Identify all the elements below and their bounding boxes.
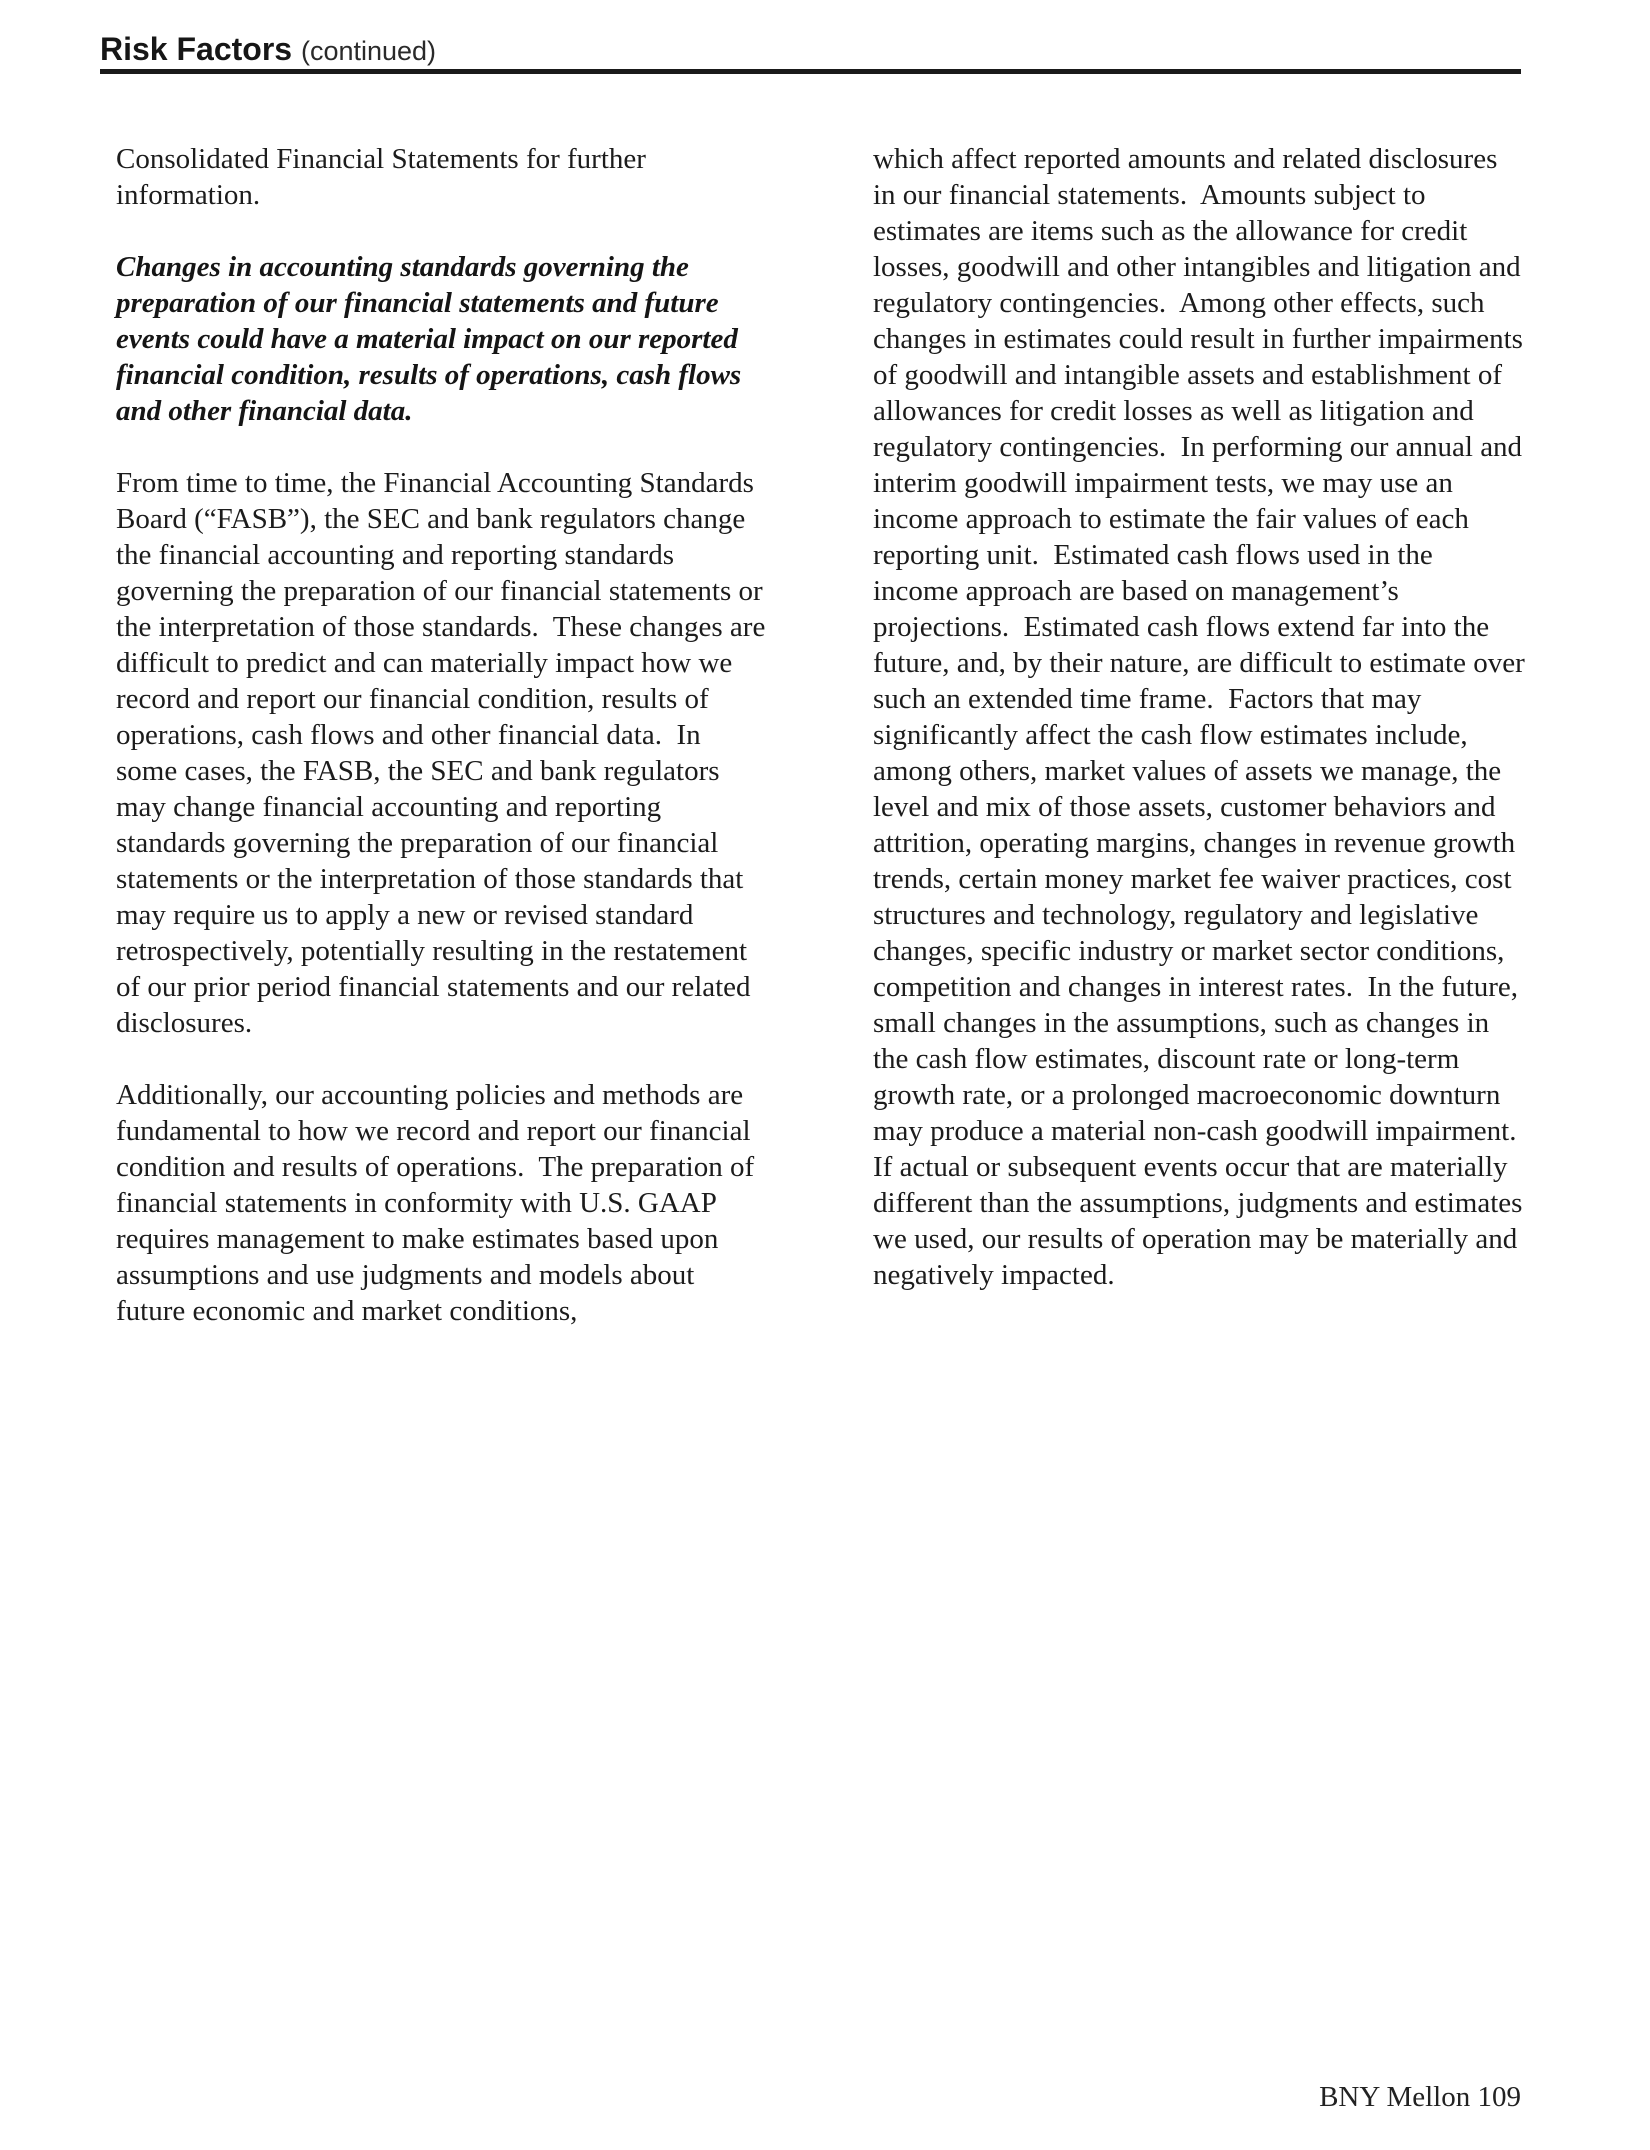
right-column: [873, 141, 1532, 1329]
page-number: BNY Mellon 109: [1319, 2081, 1521, 2113]
page-heading: [100, 32, 1521, 68]
left-column: [116, 141, 773, 1365]
paragraph-estimates-continuation: which affect reported amounts and related disclosures in our financial statements. Amounts subject to estimates are items such as the allowance for credit losses, goodwill and other intangibles and litigation and regulatory contingencies. Among other effects, such changes in estimates could result in further impairments of goodwill and intangible assets and establishment of allowances for credit losses as well as litigation and regulatory contingencies. In performing our annual and interim goodwill impairment tests, we may use an income approach to estimate the fair values of each reporting unit. Estimated cash flows used in the income approach are based on management’s projections. Estimated cash flows extend far into the future, and, by their nature, are difficult to estimate over such an extended time frame. Factors that may significantly affect the cash flow estimates include, among others, market values of assets we manage, the level and mix of those assets, customer behaviors and attrition, operating margins, changes in revenue growth trends, certain money market fee waiver practices, cost structures and technology, regulatory and legislative changes, specific industry or market sector conditions, competition and changes in interest rates. In the future, small changes in the assumptions, such as changes in the cash flow estimates, discount rate or long-term growth rate, or a prolonged macroeconomic downturn may produce a material non-cash goodwill impairment. If actual or subsequent events occur that are materially different than the assumptions, judgments and estimates we used, our results of operation may be materially and negatively impacted.: [873, 143, 1532, 1291]
header-rule: [100, 69, 1521, 74]
intro-paragraph: Consolidated Financial Statements for further information.: [116, 143, 654, 211]
page-title: Risk Factors: [100, 31, 293, 67]
page-subtitle: (continued): [300, 36, 437, 66]
paragraph-accounting-policies: Additionally, our accounting policies and methods are fundamental to how we record and report our financial condition and results of operations. The preparation of financial statements in conformity with U.S. GAAP requires management to make estimates based upon assumptions and use judgments and models about future economic and market conditions,: [116, 1079, 762, 1327]
page-footer: [100, 2080, 1521, 2114]
paragraph-accounting-standards: From time to time, the Financial Accounting Standards Board (“FASB”), the SEC and bank regulators change the financial accounting and reporting standards governing the preparation of our financial statements or the interpretation of those standards. These changes are difficult to predict and can materially impact how we record and report our financial condition, results of operations, cash flows and other financial data. In some cases, the FASB, the SEC and bank regulators may change financial accounting and reporting standards governing the preparation of our financial statements or the interpretation of those standards that may require us to apply a new or revised standard retrospectively, potentially resulting in the restatement of our prior period financial statements and our related disclosures.: [116, 467, 773, 1039]
page-header: [100, 32, 1521, 68]
section-heading: Changes in accounting standards governing the preparation of our financial statements and future events could have a material impact on our reported financial condition, results of operations, cash flows and other financial data.: [116, 251, 749, 427]
